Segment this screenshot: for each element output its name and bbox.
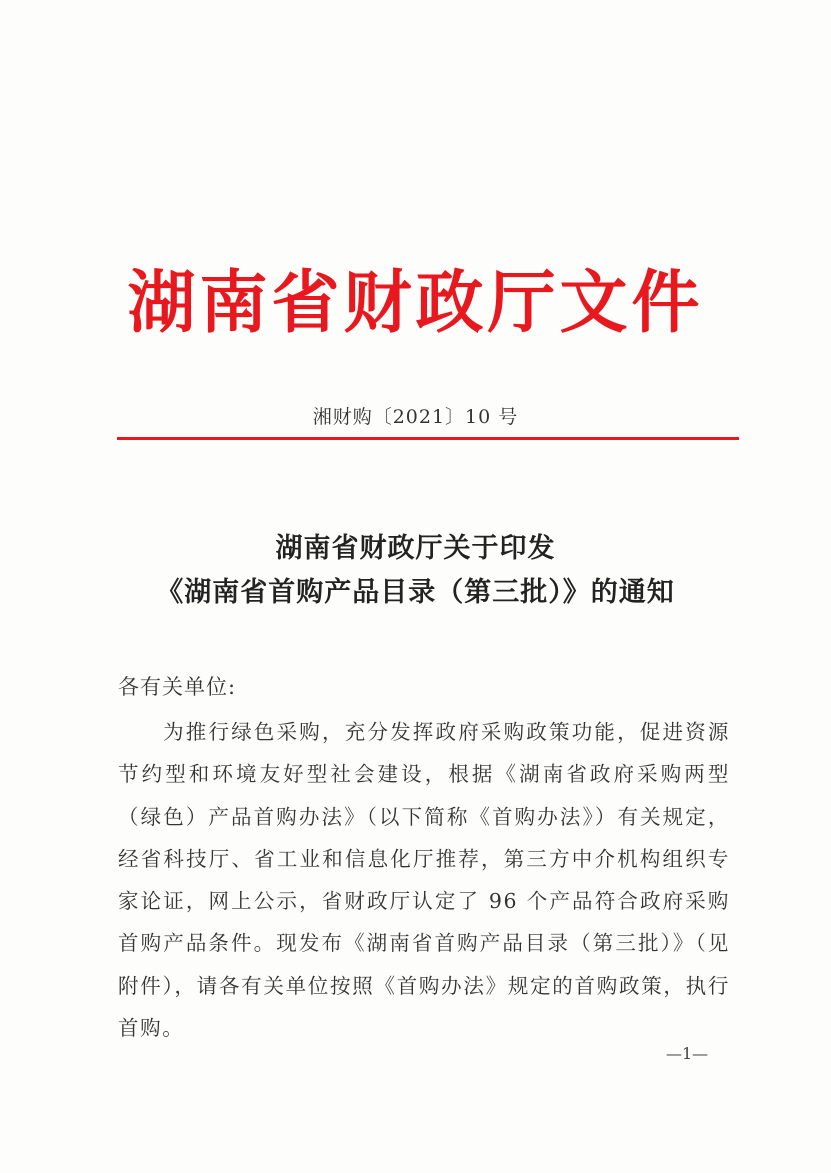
document-number: 湘财购〔2021〕10 号: [312, 406, 519, 428]
red-separator-line: [117, 437, 739, 440]
salutation: 各有关单位:: [118, 675, 237, 699]
document-title-line-2: 《湖南省首购产品目录（第三批）》的通知: [156, 577, 675, 608]
masthead-title: 湖南省财政厅文件: [127, 263, 704, 343]
document-title-line-1: 湖南省财政厅关于印发: [275, 533, 556, 564]
page-number: —1—: [666, 1044, 709, 1063]
body-paragraph: 为推行绿色采购，充分发挥政府采购政策功能，促进资源节约型和环境友好型社会建设，根据《湖南省政府采购两型（绿色）产品首购办法》（以下简称《首购办法》）有关规定，经省科技厅、省工业和信息化厅推荐，第三方中介机构组织专家论证，网上公示，省财政厅认定了 96 个产品符合政府采购首购产品条件。现发布《湖南省首购产品目录（第三批）》（见附件），请各有关单位按照《首购办法》规定的首购政策，执行首购。: [118, 720, 730, 1041]
